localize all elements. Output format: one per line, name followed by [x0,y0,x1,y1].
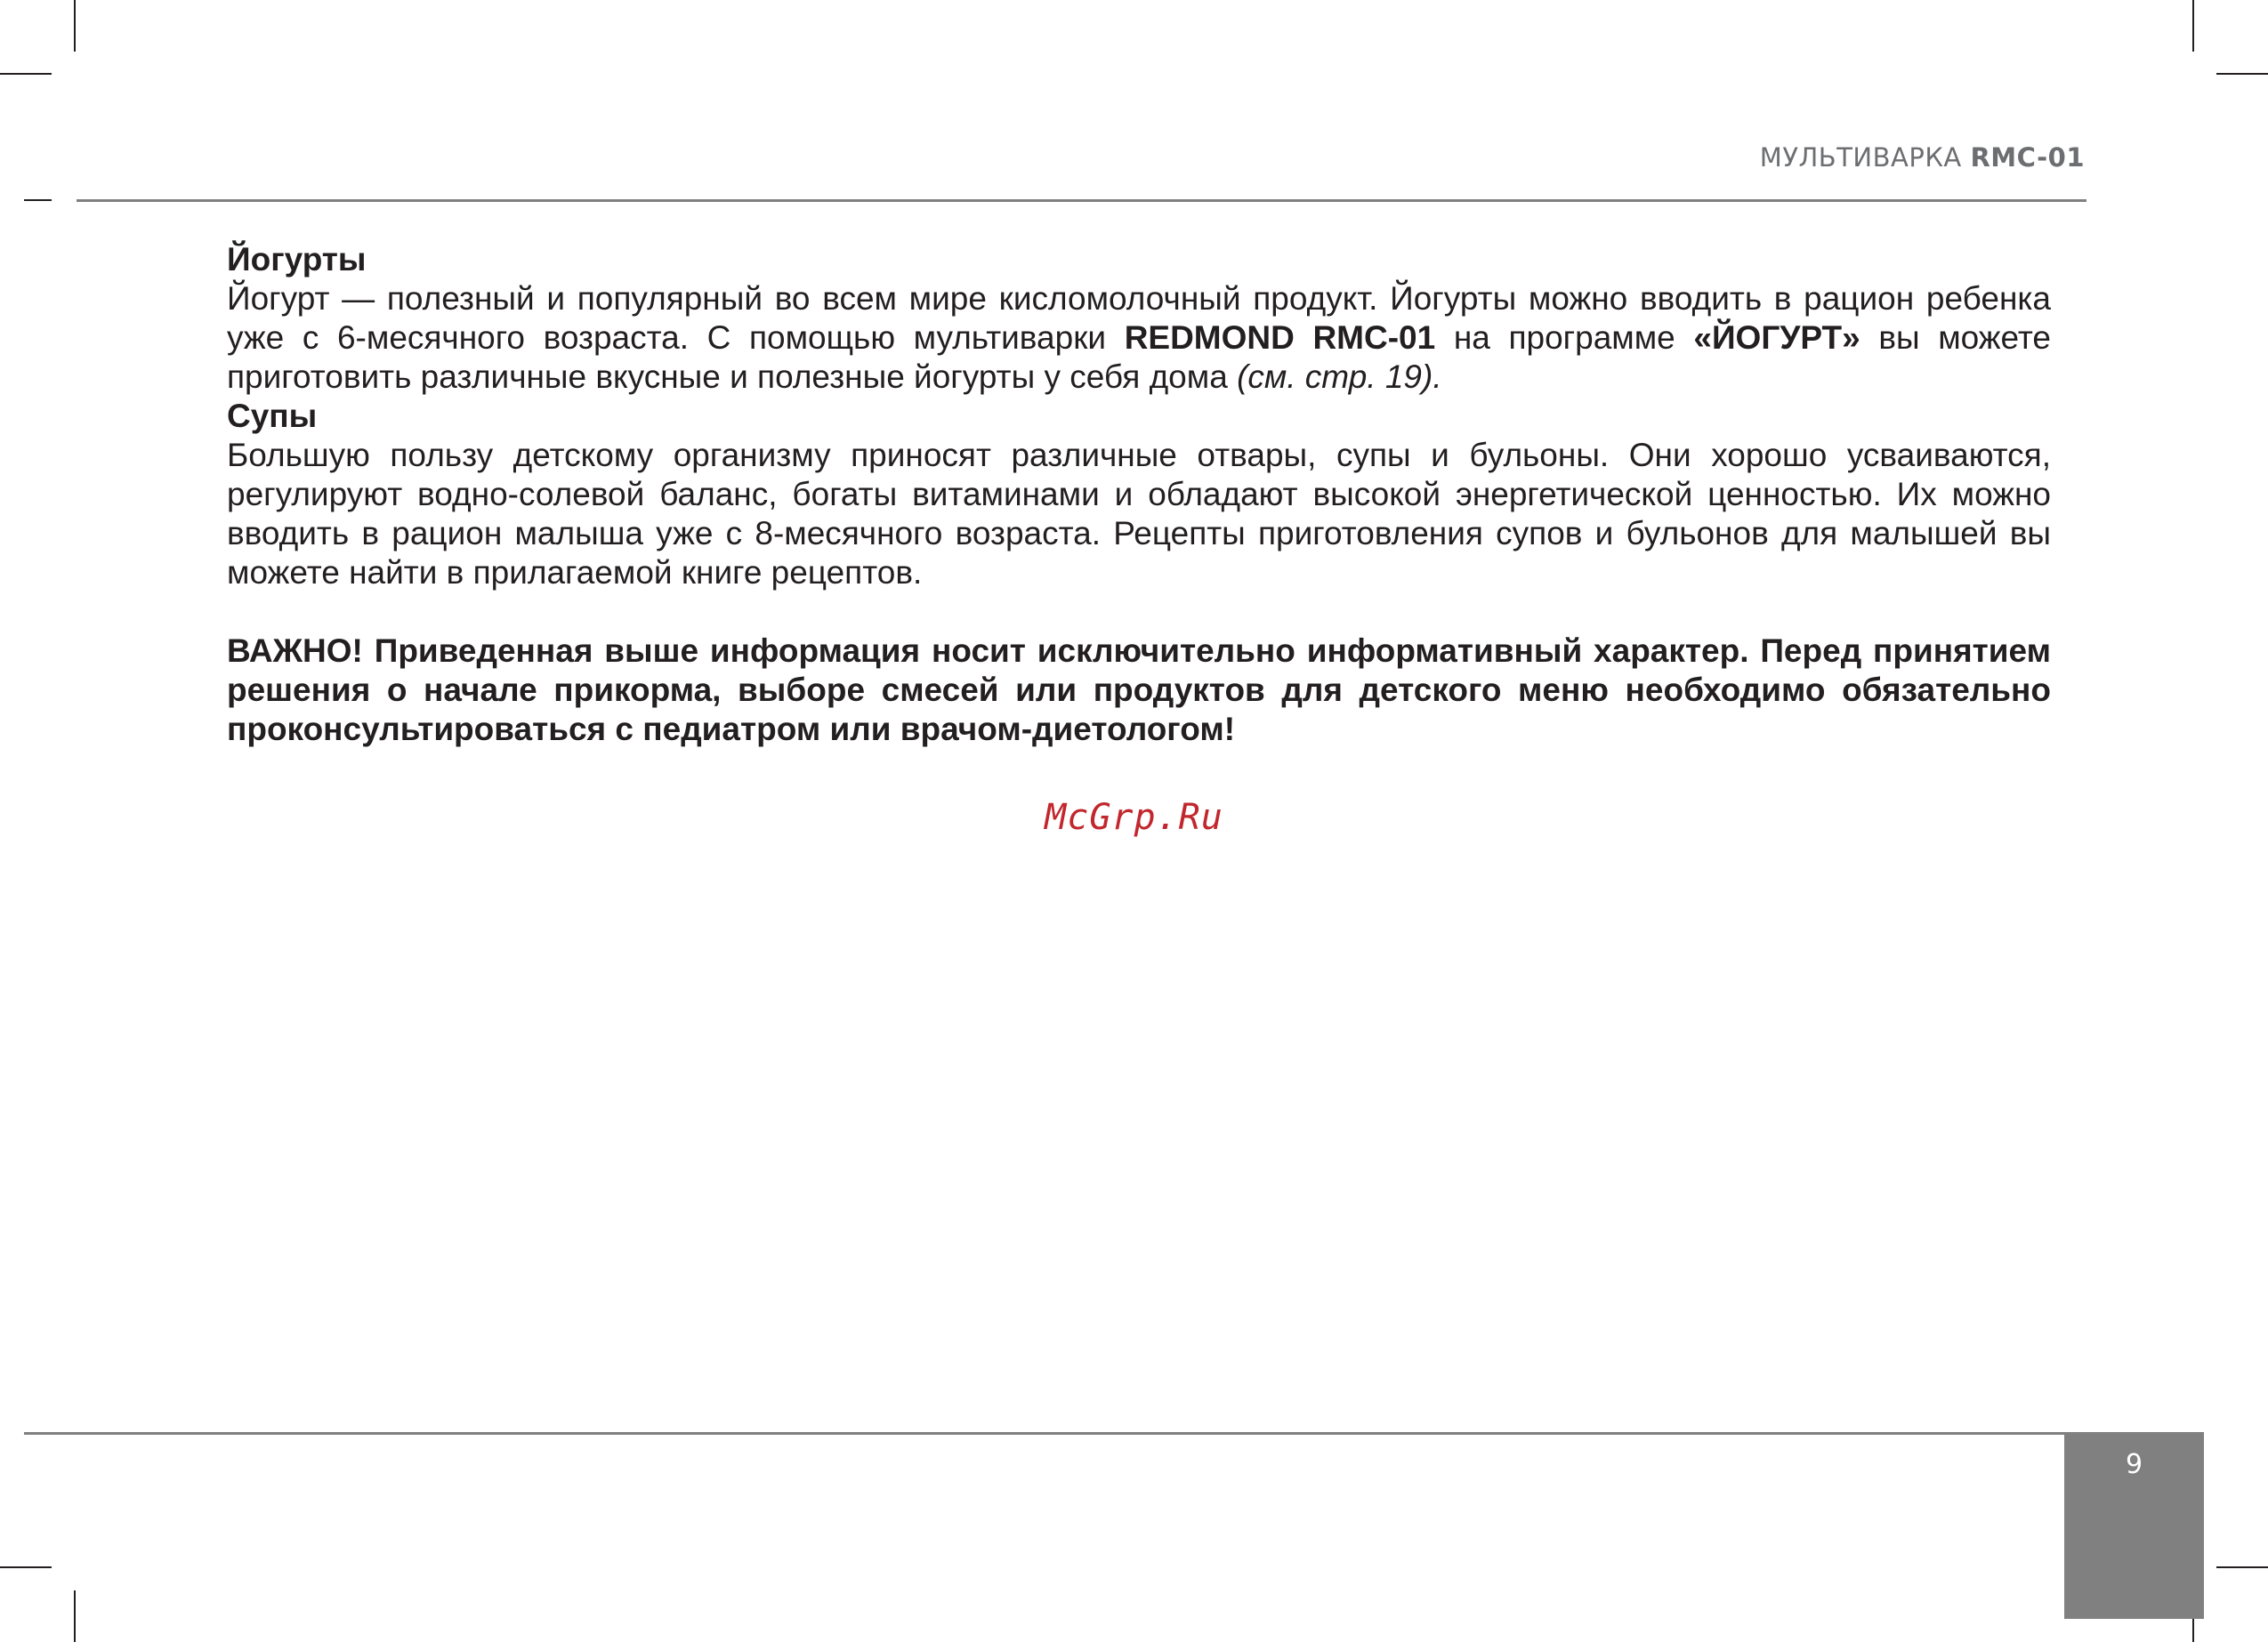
yogurt-text-2: на программе [1435,319,1694,356]
yogurt-heading: Йогурты [227,241,367,278]
warning-paragraph: ВАЖНО! Приведенная выше информация носит исключительно информативный характер. Перед принятием решения о начале прикорма, выборе смесей или продуктов для детского меню необходимо обязательно проконсультироваться с педиатром или врачом-диетологом! [227,632,2051,747]
page-number-box [2064,1433,2204,1619]
watermark: McGrp.Ru [1045,797,1223,838]
crop-mark [0,1566,52,1568]
crop-mark [24,199,52,201]
yogurt-brand: REDMOND RMC-01 [1124,319,1436,356]
yogurt-paragraph [227,279,2051,397]
header-rule [77,199,2086,202]
header-product: МУЛЬТИВАРКА [1759,142,1962,173]
page-content [227,240,2051,749]
footer-rule [24,1432,2204,1435]
yogurt-program: «ЙОГУРТ» [1693,319,1860,356]
crop-mark [0,73,52,75]
crop-mark [2192,0,2194,52]
soup-heading: Супы [227,398,318,434]
soup-paragraph: Большую пользу детскому организму приносят различные отвары, супы и бульоны. Они хорошо усваиваются, регулируют водно-солевой баланс, богаты витаминами и обладают высокой энергетической ценностью. Их можно вводить в рацион малыша уже с 8-месячного возраста. Рецепты приготовления супов и бульонов для малышей вы можете найти в прилагаемой книге рецептов. [227,437,2051,591]
yogurt-page-ref: (см. стр. 19). [1237,358,1442,395]
page-number: 9 [2125,1449,2143,1480]
crop-mark [74,1590,76,1642]
yogurt-text-1: Йогурт — полезный и популярный во всем мире кисломолочный продукт. Йогурты можно вводить в рацион ребенка уже с 6-месячного возраста. С помощью мультиварки [227,280,2051,356]
crop-mark [74,0,76,52]
crop-mark [2216,73,2268,75]
crop-mark [2216,1566,2268,1568]
spacer [227,592,2051,632]
header-title [1760,142,2085,173]
yogurt-text-3: вы можете приготовить различные вкусные и полезные йогурты у себя дома [227,319,2051,395]
header-model: RMC-01 [1970,142,2085,173]
